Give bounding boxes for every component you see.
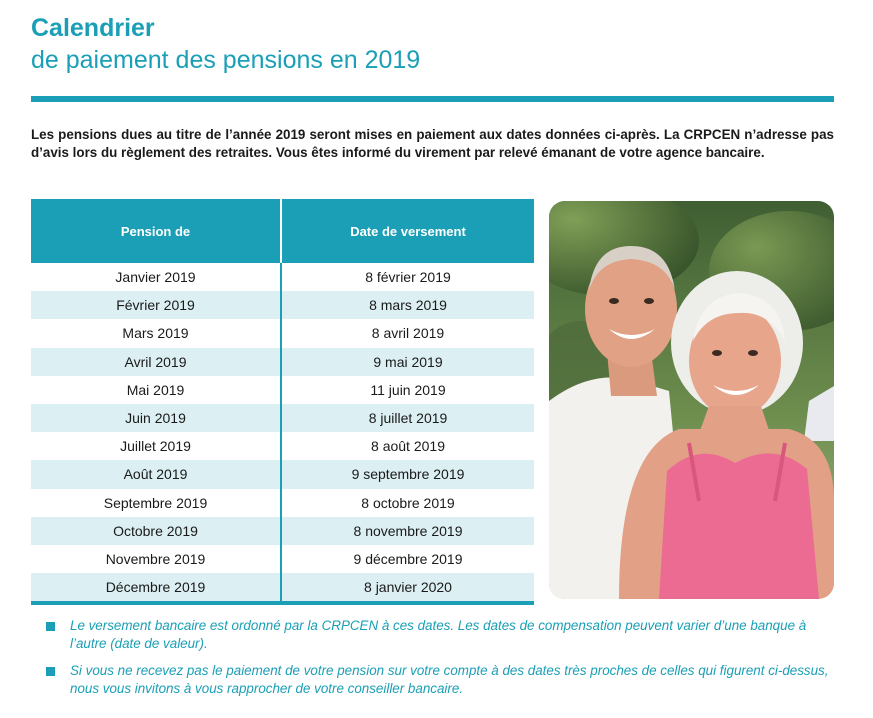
cell-date: 8 février 2019	[365, 269, 451, 286]
header-date-versement: Date de versement	[350, 223, 466, 239]
table-row	[31, 517, 534, 545]
table-row	[31, 545, 534, 573]
cell-month: Mars 2019	[31, 319, 282, 347]
cell-date: 9 septembre 2019	[351, 466, 465, 483]
table-header	[31, 199, 534, 263]
retired-couple-photo	[549, 201, 834, 599]
table-row	[31, 489, 534, 517]
cell-date: 8 août 2019	[371, 438, 445, 455]
table-row	[31, 319, 534, 347]
cell-month: Octobre 2019	[31, 517, 282, 545]
cell-month: Février 2019	[31, 291, 282, 319]
table-row	[31, 291, 534, 319]
header-pension-de: Pension de	[31, 199, 282, 263]
table-row	[31, 432, 534, 460]
cell-date: 8 novembre 2019	[353, 522, 463, 539]
table-row	[31, 376, 534, 404]
table-row	[31, 573, 534, 601]
table-bottom-border	[31, 601, 534, 605]
cell-month: Avril 2019	[31, 348, 282, 376]
notes-list	[46, 617, 836, 707]
list-item	[46, 617, 836, 652]
cell-month: Juin 2019	[31, 404, 282, 432]
cell-month: Novembre 2019	[31, 545, 282, 573]
table-row	[31, 404, 534, 432]
cell-month: Juillet 2019	[31, 432, 282, 460]
note-text: Si vous ne recevez pas le paiement de votre pension sur votre compte à des dates très proches de celles qui figurent ci-dessus, nous vous invitons à vous rapprocher de votre conseiller bancaire.	[70, 663, 829, 696]
title-bold: Calendrier	[31, 14, 155, 42]
cell-month: Mai 2019	[31, 376, 282, 404]
note-text: Le versement bancaire est ordonné par la CRPCEN à ces dates. Les dates de compensation peuvent varier d’une banque à l’autre (date de valeur).	[70, 618, 807, 651]
cell-date: 9 décembre 2019	[353, 550, 463, 567]
table-row	[31, 460, 534, 488]
cell-date: 8 janvier 2020	[364, 579, 452, 596]
cell-date: 9 mai 2019	[373, 353, 443, 370]
list-item	[46, 662, 836, 697]
cell-date: 11 juin 2019	[370, 381, 446, 398]
title-divider	[31, 96, 834, 102]
cell-month: Août 2019	[31, 460, 282, 488]
square-bullet-icon	[46, 667, 55, 676]
cell-date: 8 juillet 2019	[368, 410, 448, 427]
payment-calendar-table	[31, 199, 534, 605]
table-row	[31, 348, 534, 376]
cell-month: Janvier 2019	[31, 263, 282, 291]
intro-paragraph: Les pensions dues au titre de l’année 2019 seront mises en paiement aux dates données ci-après. La CRPCEN n’adresse pas d’avis lors du règlement des retraites. Vous êtes informé du virement par relevé émanant de votre agence bancaire.	[31, 127, 834, 160]
cell-date: 8 avril 2019	[371, 325, 445, 342]
cell-month: Décembre 2019	[31, 573, 282, 601]
cell-date: 8 mars 2019	[369, 297, 447, 314]
square-bullet-icon	[46, 622, 55, 631]
title-subtitle: de paiement des pensions en 2019	[31, 46, 421, 74]
photo-illustration	[549, 201, 834, 599]
table-row	[31, 263, 534, 291]
cell-date: 8 octobre 2019	[361, 494, 455, 511]
cell-month: Septembre 2019	[31, 489, 282, 517]
